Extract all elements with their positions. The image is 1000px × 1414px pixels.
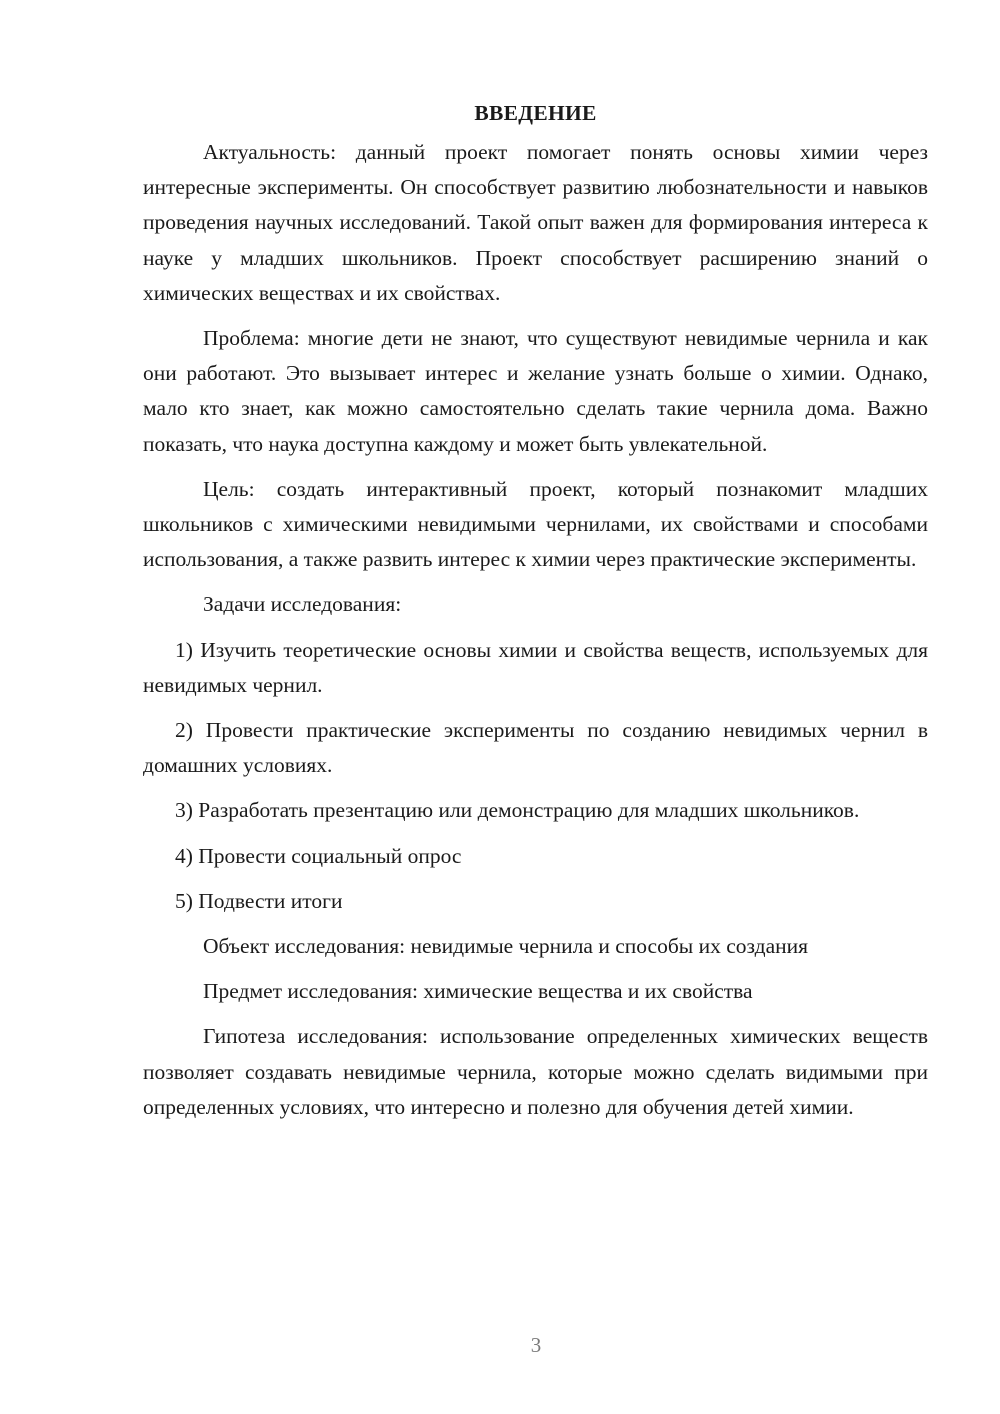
task-item-3: 3) Разработать презентацию или демонстрацию для младших школьников.: [175, 798, 860, 823]
task-item-2: 2) Провести практические эксперименты по созданию невидимых чернил в домашних условиях.: [143, 718, 928, 778]
page-number: 3: [530, 1333, 542, 1357]
hypothesis-paragraph: Гипотеза исследования: использование определенных химических веществ позволяет создавать невидимые чернила, которые можно сделать видимыми при определенных условиях, что интересно и полезно для обучения детей химии.: [143, 1024, 928, 1119]
tasks-heading: Задачи исследования:: [203, 592, 402, 617]
task-item-5: 5) Подвести итоги: [175, 888, 343, 913]
page-content: [143, 96, 928, 1125]
goal-paragraph: Цель: создать интерактивный проект, который познакомит младших школьников с химическими невидимыми чернилами, их свойствами и способами использования, а также развить интерес к химии через практические эксперименты.: [143, 476, 928, 572]
relevance-paragraph: Актуальность: данный проект помогает понять основы химии через интересные эксперименты. Он способствует развитию любознательности и навыков проведения научных исследований. Такой опыт важен для формирования интереса к науке у младших школьников. Проект способствует расширению знаний о химических веществах и их свойствах.: [143, 140, 928, 305]
problem-paragraph: Проблема: многие дети не знают, что существуют невидимые чернила и как они работают. Это вызывает интерес и желание узнать больше о химии. Однако, мало кто знает, как можно самостоятельно сделать такие чернила дома. Важно показать, что наука доступна каждому и может быть увлекательной.: [143, 326, 928, 456]
task-item-4: 4) Провести социальный опрос: [175, 843, 462, 868]
task-item-1: 1) Изучить теоретические основы химии и свойства веществ, используемых для невидимых чернил.: [143, 637, 928, 697]
page-title: ВВЕДЕНИЕ: [474, 101, 597, 125]
subject-paragraph: Предмет исследования: химические вещества и их свойства: [203, 979, 753, 1004]
object-paragraph: Объект исследования: невидимые чернила и способы их создания: [203, 934, 809, 959]
